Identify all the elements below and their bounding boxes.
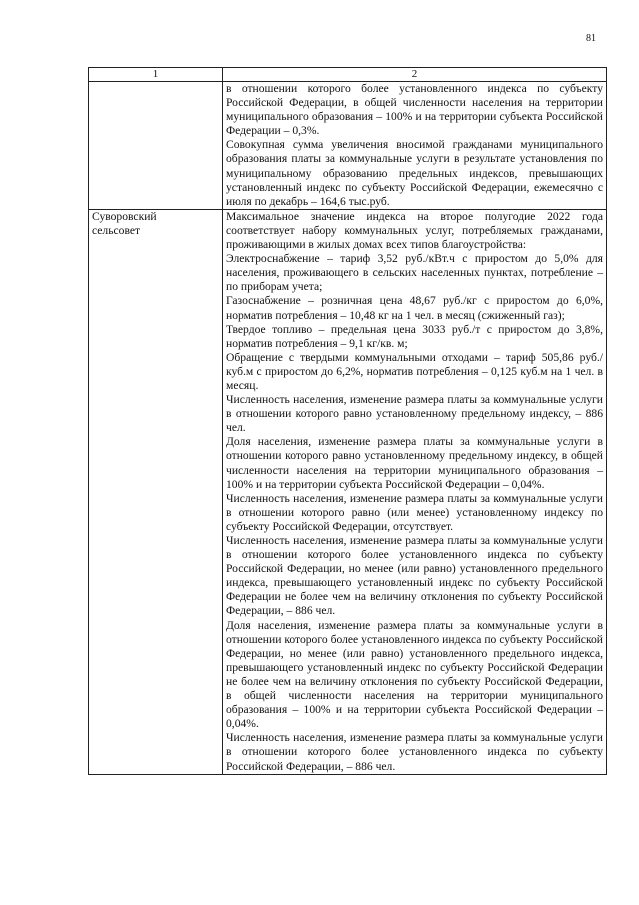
- row2-name-cell: [89, 209, 223, 774]
- row2-paragraph: Численность населения, изменение размера платы за коммунальные услуги в отношении которого более установленного индекса по субъекту Российской Федерации, но менее (или равно) установленного предельного индекса, превышающего установленный индекс по субъекту Российской Федерации не более чем на величину отклонения по субъекту Российской Федерации, – 886 чел.: [226, 534, 603, 618]
- row2-paragraph: Максимальное значение индекса на второе полугодие 2022 года соответствует набору коммунальных услуг, потребляемых гражданами, проживающими в жилых домах всех типов благоустройства:: [226, 209, 603, 252]
- row2-paragraph: Обращение с твердыми коммунальными отходами – тариф 505,86 руб./куб.м с приростом до 6,2%, норматив потребления – 0,125 куб.м на 1 чел. в месяц.: [226, 350, 603, 392]
- row1-paragraph: в отношении которого более установленного индекса по субъекту Российской Федерации, в общей численности населения на территории муниципального образования – 100% и на территории субъекта Российской Федерации – 0,3%.: [226, 82, 603, 138]
- document-table: [88, 67, 607, 775]
- row2-paragraph: Газоснабжение – розничная цена 48,67 руб./кг с приростом до 6,0%, норматив потребления – 10,48 кг на 1 чел. в месяц (сжиженный газ);: [226, 294, 603, 322]
- row1-text-cell: [223, 82, 607, 210]
- row2-paragraph: Численность населения, изменение размера платы за коммунальные услуги в отношении которого более установленного индекса по субъекту Российской Федерации, – 886 чел.: [226, 731, 603, 773]
- page-number: 81: [586, 33, 596, 44]
- row2-text-cell: [223, 209, 607, 774]
- row2-paragraph: Твердое топливо – предельная цена 3033 руб./т с приростом до 3,8%, норматив потребления – 9,1 кг/кв. м;: [226, 322, 603, 350]
- row2-paragraph: Доля населения, изменение размера платы за коммунальные услуги в отношении которого более установленного индекса по субъекту Российской Федерации, но менее (или равно) установленного предельного индекса, превышающего установленный индекс по субъекту Российской Федерации не более чем на величину отклонения по субъекту Российской Федерации, в общей численности населения на территории муниципального образования – 100% и на территории субъекта Российской Федерации – 0,04%.: [226, 618, 603, 731]
- table-row: [89, 209, 607, 774]
- table-header-row: [89, 68, 607, 82]
- header-col-1: 1: [89, 68, 223, 82]
- header-col-2: 2: [223, 68, 607, 82]
- row1-name-cell: [89, 82, 223, 210]
- municipality-name-line1: Суворовский: [92, 209, 157, 223]
- table-row: [89, 82, 607, 210]
- row1-paragraph: Совокупная сумма увеличения вносимой гражданами муниципального образования платы за коммунальные услуги в результате установления по муниципальному образованию предельных индексов, превышающих установленный индекс по субъекту Российской Федерации, ежемесячно с июля по декабрь – 164,6 тыс.руб.: [226, 138, 603, 208]
- row2-paragraph: Доля населения, изменение размера платы за коммунальные услуги в отношении которого равно установленному предельному индексу, в общей численности населения на территории муниципального образования – 100% и на территории субъекта Российской Федерации – 0,04%.: [226, 435, 603, 491]
- row2-paragraph: Численность населения, изменение размера платы за коммунальные услуги в отношении которого равно установленному предельному индексу, – 886 чел.: [226, 393, 603, 435]
- row2-paragraph: Электроснабжение – тариф 3,52 руб./кВт.ч с приростом до 5,0% для населения, проживающего в сельских населенных пунктах, потребление – по приборам учета;: [226, 252, 603, 294]
- row2-paragraph: Численность населения, изменение размера платы за коммунальные услуги в отношении которого равно (или менее) установленному индексу по субъекту Российской Федерации, отсутствует.: [226, 491, 603, 533]
- municipality-name-line2: сельсовет: [92, 223, 141, 237]
